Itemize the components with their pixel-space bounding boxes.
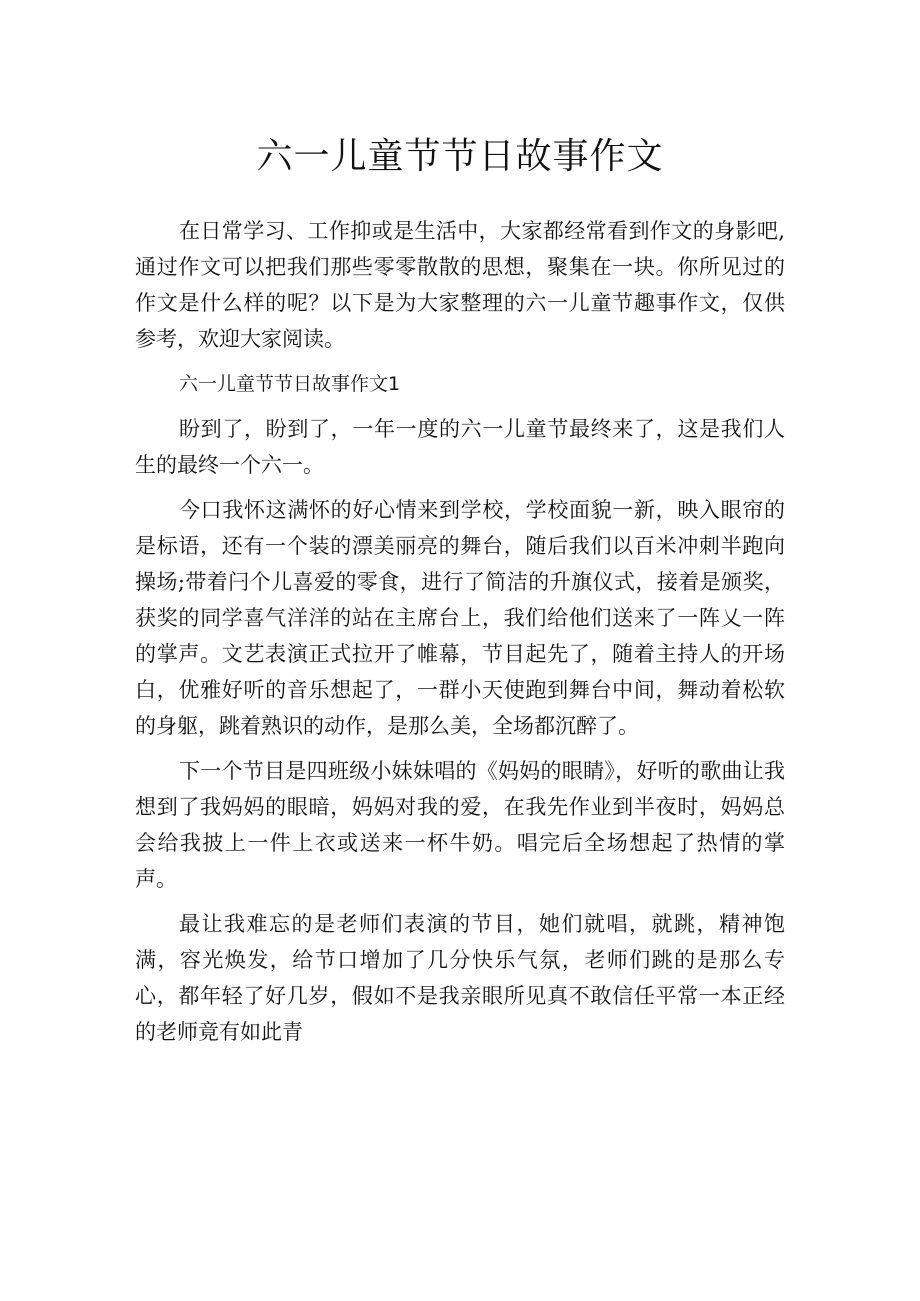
section-heading: 六一儿童节节日故事作文1	[179, 373, 401, 395]
body-paragraph: 下一个节目是四班级小妹妹唱的《妈妈的眼睛》，好听的歌曲让我想到了我妈妈的眼暗，妈妈对我的爱，在我先作业到半夜时，妈妈总会给我披上一件上衣或送来一杯牛奶。唱完后全场想起了热情的掌声。	[135, 759, 785, 891]
document-body	[135, 213, 785, 1059]
document-title: 六一儿童节节日故事作文	[256, 136, 664, 177]
intro-paragraph: 在日常学习、工作抑或是生活中，大家都经常看到作文的身影吧,通过作文可以把我们那些零零散散的思想，聚集在一块。你所见过的作文是什么样的呢？以下是为大家整理的六一儿童节趣事作文，仅供参考，欢迎大家阅读。	[135, 219, 785, 351]
body-paragraph: 盼到了，盼到了，一年一度的六一儿童节最终来了，这是我们人生的最终一个六一。	[135, 417, 785, 477]
body-paragraph: 最让我难忘的是老师们表演的节目，她们就唱，就跳，精神饱满，容光焕发，给节口增加了几分快乐气氛，老师们跳的是那么专心，都年轻了好几岁，假如不是我亲眼所见真不敢信任平常一本正经的老师竟有如此青	[135, 912, 785, 1044]
body-paragraph: 今口我怀这满怀的好心情来到学校，学校面貌一新，映入眼帘的是标语，还有一个装的漂美丽亮的舞台，随后我们以百米冲刺半跑向操场;带着闩个儿喜爱的零食，进行了简洁的升旗仪式，接着是颁奖，获奖的同学喜气洋洋的站在主席台上，我们给他们送来了一阵乂一阵的掌声。文艺表演正式拉开了帷幕，节目起先了，随着主持人的开场白，优雅好听的音乐想起了，一群小天使跑到舞台中间，舞动着松软的身躯，跳着熟识的动作，是那么美，全场都沉醉了。	[135, 498, 785, 738]
